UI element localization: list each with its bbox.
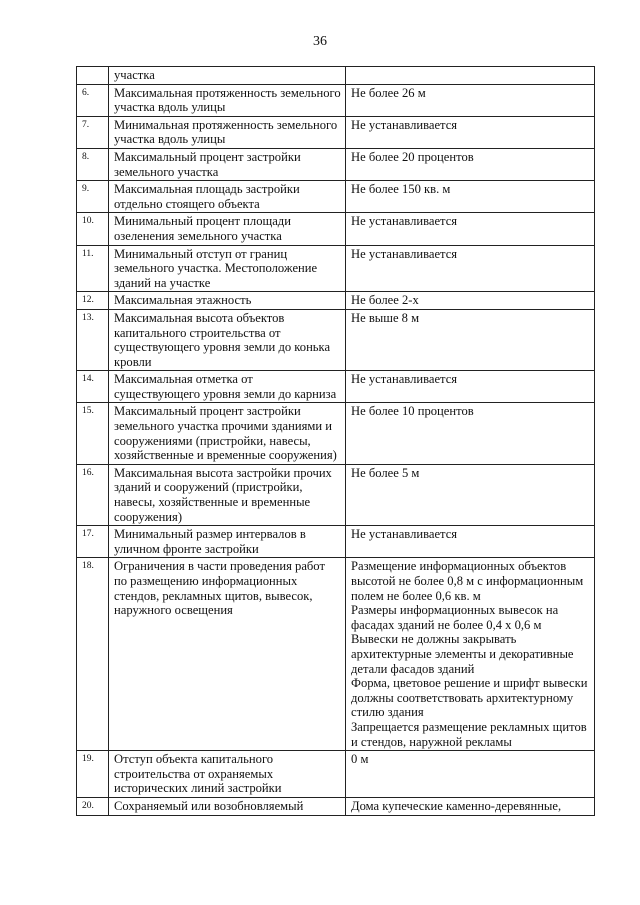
row-number: 6.	[77, 84, 109, 116]
table-row	[77, 181, 595, 213]
regulations-table	[76, 66, 595, 816]
table-row	[77, 526, 595, 558]
parameter-cell: Минимальный отступ от границ земельного участка. Местоположение зданий на участке	[109, 245, 346, 292]
value-cell	[346, 751, 595, 798]
value-line: Не более 5 м	[351, 465, 420, 480]
table-row	[77, 292, 595, 310]
value-cell	[346, 213, 595, 245]
value-line: Не устанавливается	[351, 117, 458, 132]
table-row	[77, 213, 595, 245]
row-number: 15.	[77, 403, 109, 464]
value-line: Запрещается размещение рекламных щитов и стендов, наружной рекламы	[351, 719, 587, 749]
value-cell	[346, 84, 595, 116]
row-number: 10.	[77, 213, 109, 245]
table-row	[77, 116, 595, 148]
table-row	[77, 558, 595, 751]
value-line: 0 м	[351, 752, 369, 767]
parameter-cell: Максимальная высота объектов капитального строительства от существующего уровня земли до конька кровли	[109, 309, 346, 370]
table-row	[77, 751, 595, 798]
value-cell	[346, 67, 595, 85]
value-cell	[346, 371, 595, 403]
page-number: 36	[313, 34, 327, 49]
table-row	[77, 84, 595, 116]
value-cell	[346, 464, 595, 525]
value-line: Не более 10 процентов	[351, 404, 474, 419]
row-number: 20.	[77, 797, 109, 815]
parameter-cell: Максимальная площадь застройки отдельно стоящего объекта	[109, 181, 346, 213]
table-row	[77, 797, 595, 815]
table-row	[77, 148, 595, 180]
row-number: 17.	[77, 526, 109, 558]
parameter-cell: Ограничения в части проведения работ по размещению информационных стендов, рекламных щитов, вывесок, наружного освещения	[109, 558, 346, 751]
table-row	[77, 464, 595, 525]
value-line: Не выше 8 м	[351, 310, 420, 325]
row-number: 16.	[77, 464, 109, 525]
value-line: Дома купеческие каменно-деревянные,	[351, 798, 562, 813]
value-line: Не устанавливается	[351, 372, 458, 387]
value-cell	[346, 148, 595, 180]
row-number: 19.	[77, 751, 109, 798]
parameter-cell: Максимальная отметка от существующего уровня земли до карниза	[109, 371, 346, 403]
value-cell	[346, 403, 595, 464]
value-cell	[346, 116, 595, 148]
parameter-cell: Максимальная высота застройки прочих зданий и сооружений (пристройки, навесы, хозяйственные и временные сооружения)	[109, 464, 346, 525]
value-cell	[346, 181, 595, 213]
row-number: 18.	[77, 558, 109, 751]
parameter-cell: Минимальный размер интервалов в уличном фронте застройки	[109, 526, 346, 558]
value-line: Не более 150 кв. м	[351, 182, 451, 197]
parameter-cell: участка	[109, 67, 346, 85]
parameter-cell: Максимальный процент застройки земельного участка прочими зданиями и сооружениями (пристройки, навесы, хозяйственные и временные сооружения)	[109, 403, 346, 464]
regulations-table-body	[77, 67, 595, 816]
table-row	[77, 403, 595, 464]
row-number: 9.	[77, 181, 109, 213]
table-row	[77, 67, 595, 85]
parameter-cell: Отступ объекта капитального строительства от охраняемых исторических линий застройки	[109, 751, 346, 798]
row-number: 12.	[77, 292, 109, 310]
value-cell	[346, 558, 595, 751]
value-line: Форма, цветовое решение и шрифт вывески должны соответствовать архитектурному стилю здания	[351, 676, 588, 720]
parameter-cell: Минимальный процент площади озеленения земельного участка	[109, 213, 346, 245]
value-cell	[346, 292, 595, 310]
value-line: Не устанавливается	[351, 214, 458, 229]
parameter-cell: Сохраняемый или возобновляемый	[109, 797, 346, 815]
value-cell	[346, 245, 595, 292]
row-number: 13.	[77, 309, 109, 370]
value-line: Не более 26 м	[351, 85, 426, 100]
parameter-cell: Максимальная этажность	[109, 292, 346, 310]
value-line: Размеры информационных вывесок на фасадах зданий не более 0,4 х 0,6 м	[351, 603, 559, 632]
value-line: Не более 2-х	[351, 293, 419, 308]
row-number: 14.	[77, 371, 109, 403]
table-row	[77, 371, 595, 403]
parameter-cell: Максимальная протяженность земельного участка вдоль улицы	[109, 84, 346, 116]
row-number: 7.	[77, 116, 109, 148]
row-number: 8.	[77, 148, 109, 180]
parameter-cell: Минимальная протяженность земельного участка вдоль улицы	[109, 116, 346, 148]
value-line: Размещение информационных объектов высотой не более 0,8 м с информационным полем не более 0,6 кв. м	[351, 559, 584, 603]
value-line: Вывески не должны закрывать архитектурные элементы и декоративные детали фасадов зданий	[351, 632, 574, 676]
value-line: Не устанавливается	[351, 527, 458, 542]
row-number: 11.	[77, 245, 109, 292]
row-number	[77, 67, 109, 85]
value-cell	[346, 797, 595, 815]
parameter-cell: Максимальный процент застройки земельного участка	[109, 148, 346, 180]
value-line: Не устанавливается	[351, 246, 458, 261]
value-cell	[346, 526, 595, 558]
table-row	[77, 309, 595, 370]
value-cell	[346, 309, 595, 370]
table-row	[77, 245, 595, 292]
value-line: Не более 20 процентов	[351, 149, 474, 164]
